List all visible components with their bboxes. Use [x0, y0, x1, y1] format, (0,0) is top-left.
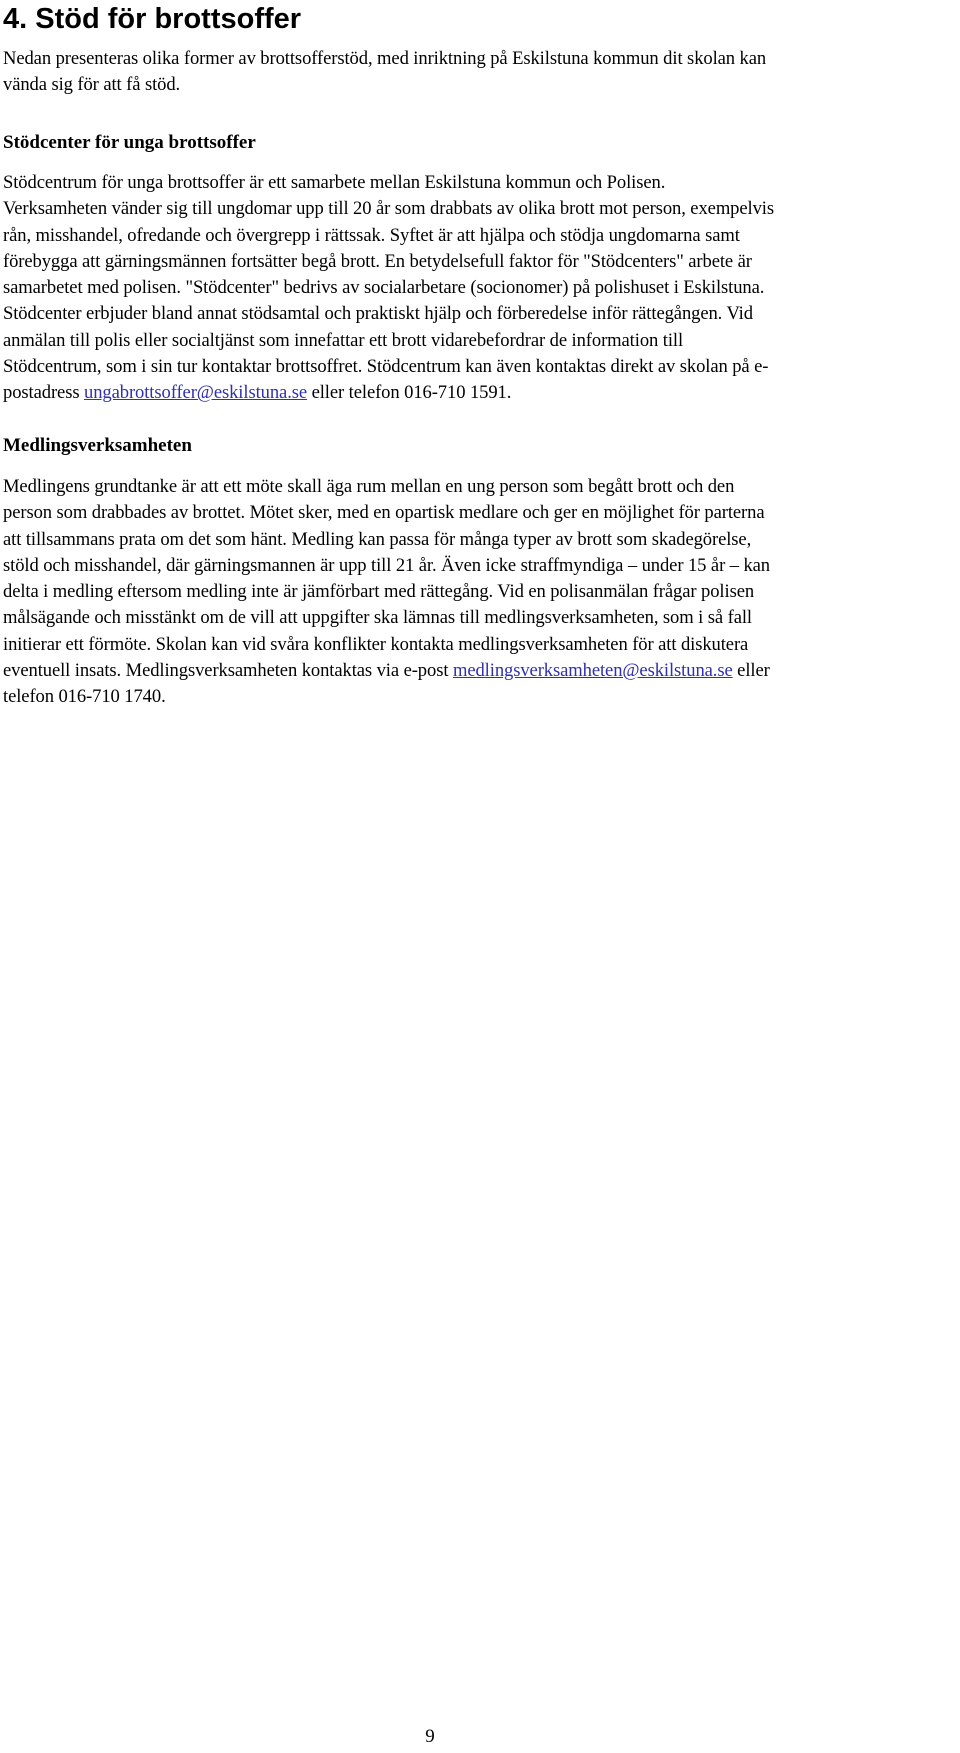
paragraph-line: Stödcentrum, som i sin tur kontaktar brottsoffret. Stödcentrum kan även kontaktas direkt av skolan på e-	[3, 356, 769, 378]
paragraph-line: Verksamheten vänder sig till ungdomar upp till 20 år som drabbats av olika brott mot person, exempelvis	[3, 198, 774, 220]
line-text: eller	[732, 660, 770, 682]
paragraph-line: Stödcenter erbjuder bland annat stödsamtal och praktiskt hjälp och förberedelse inför rättegången. Vid	[3, 303, 753, 325]
stodcenter-paragraph	[3, 170, 943, 407]
paragraph-line: stöld och misshandel, där gärningsmannen är upp till 21 år. Även icke straffmyndiga – under 15 år – kan	[3, 554, 771, 576]
intro-line: vända sig för att få stöd.	[3, 74, 181, 96]
page-heading: 4. Stöd för brottsoffer	[3, 3, 302, 35]
paragraph-line: rån, misshandel, ofredande och övergrepp i rättssak. Syftet är att hjälpa och stödja ungdomarna samt	[3, 224, 740, 246]
paragraph-line: initierar ett förmöte. Skolan kan vid svåra konflikter kontakta medlingsverksamheten för att diskutera	[3, 633, 749, 655]
intro-line: Nedan presenteras olika former av brottsofferstöd, med inriktning på Eskilstuna kommun dit skolan kan	[3, 48, 767, 69]
section-title-medling: Medlingsverksamheten	[3, 435, 192, 456]
paragraph-line: Stödcentrum för unga brottsoffer är ett samarbete mellan Eskilstuna kommun och Polisen.	[3, 172, 666, 193]
line-text: eventuell insats. Medlingsverksamheten kontaktas via e-post	[3, 660, 453, 682]
paragraph-line: samarbetet med polisen. "Stödcenter" bedrivs av socialarbetare (socionomer) på polishuset i Eskilstuna.	[3, 277, 765, 299]
paragraph-line-with-email	[3, 380, 943, 406]
line-text: postadress	[3, 382, 85, 404]
email-link-medlingsverksamheten[interactable]: medlingsverksamheten@eskilstuna.se	[452, 660, 733, 682]
intro-paragraph	[3, 46, 943, 99]
section-title-stodcenter: Stödcenter för unga brottsoffer	[3, 132, 256, 153]
email-link-ungabrottsoffer[interactable]: ungabrottsoffer@eskilstuna.se	[84, 382, 308, 404]
line-text: eller telefon 016-710 1591.	[307, 382, 512, 404]
paragraph-line: anmälan till polis eller socialtjänst som innefattar ett brott vidarebefordrar de information till	[3, 329, 684, 351]
paragraph-line: målsägande och misstänkt om de vill att uppgifter ska lämnas till medlingsverksamheten, som i så fall	[3, 607, 752, 629]
paragraph-line: att tillsammans prata om det som hänt. Medling kan passa för många typer av brott som skadegörelse,	[3, 528, 752, 550]
paragraph-line: person som drabbades av brottet. Mötet sker, med en opartisk medlare och ger en möjlighet för parterna	[3, 502, 765, 524]
page-number: 9	[425, 1726, 435, 1747]
paragraph-line: telefon 016-710 1740.	[3, 686, 166, 708]
paragraph-line: delta i medling eftersom medling inte är jämförbart med rättegång. Vid en polisanmälan frågar polisen	[3, 581, 755, 603]
medling-paragraph	[3, 474, 943, 711]
paragraph-line-with-email	[3, 658, 943, 684]
paragraph-line: förebygga att gärningsmännen fortsätter begå brott. En betydelsefull faktor för "Stödcenters" arbete är	[3, 250, 752, 272]
paragraph-line: Medlingens grundtanke är att ett möte skall äga rum mellan en ung person som begått brott och den	[3, 476, 735, 497]
